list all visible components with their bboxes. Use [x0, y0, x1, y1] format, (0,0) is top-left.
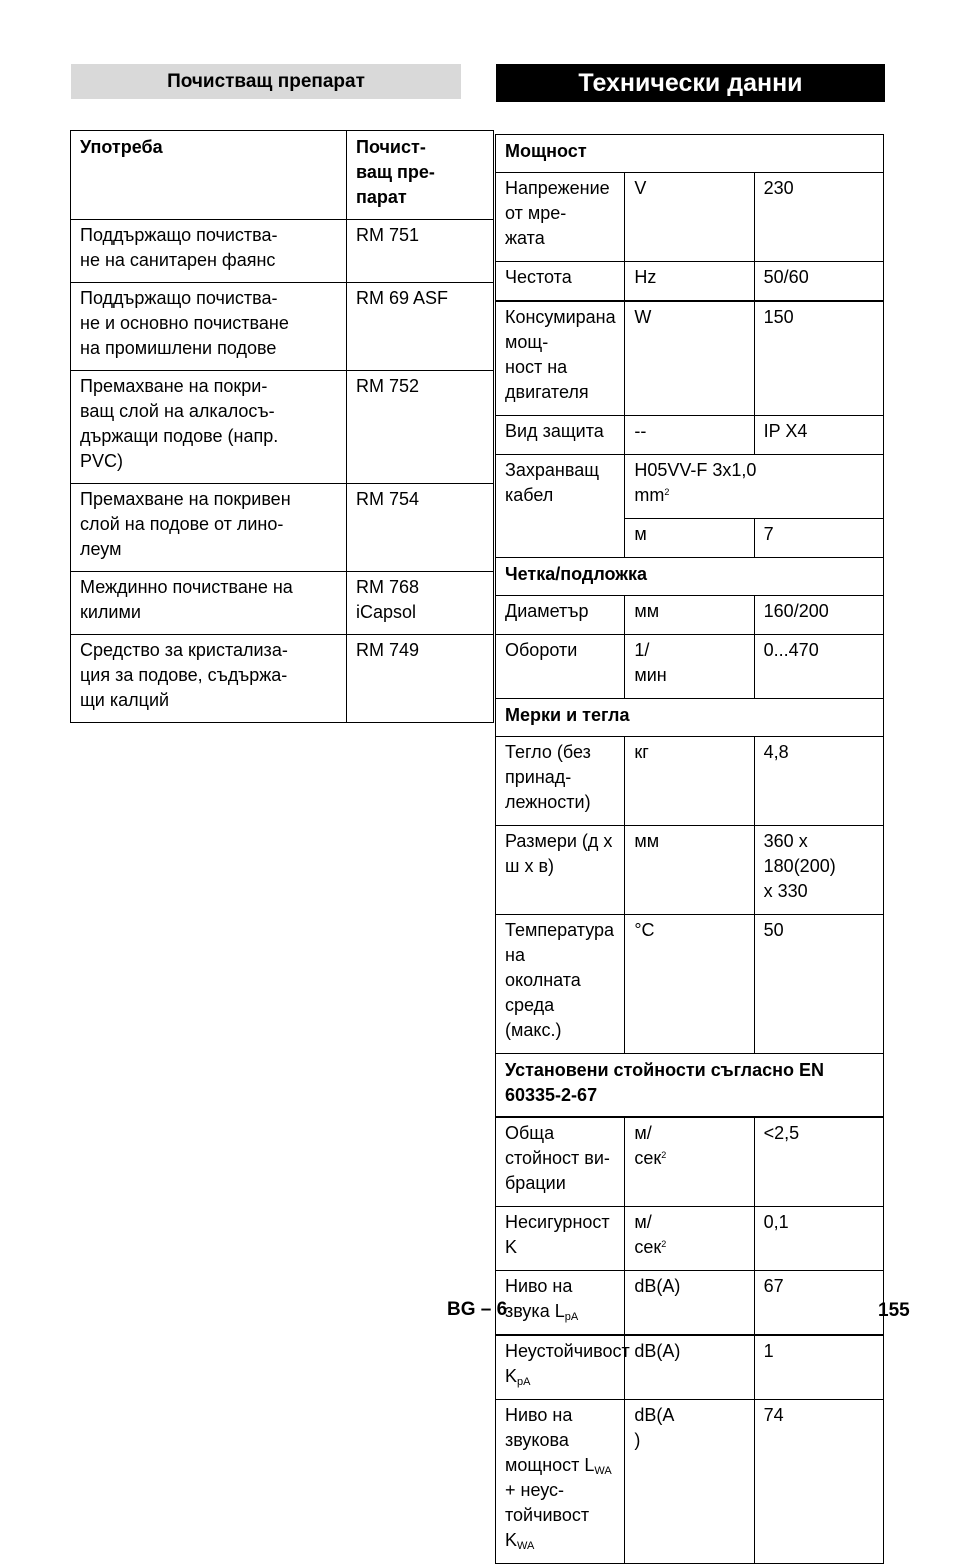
section-row [496, 699, 884, 737]
section-values: Установени стойности съгласно EN 60335-2-67 [496, 1054, 884, 1118]
row-label: Честота [496, 262, 625, 302]
label-sub: pA [517, 1376, 531, 1388]
section-row [496, 558, 884, 596]
row-value: <2,5 [754, 1117, 883, 1207]
header-product: Почист- ващ пре- парат [347, 131, 494, 220]
table-row [496, 173, 884, 262]
table-row [71, 484, 494, 572]
section-power: Мощност [496, 135, 884, 173]
section-brush: Четка/подложка [496, 558, 884, 596]
row-unit: dB(A ) [625, 1400, 754, 1564]
row-unit: мм [625, 596, 754, 635]
row-label [496, 1400, 625, 1564]
product-cell: RM 69 ASF [347, 283, 494, 371]
table-row [71, 371, 494, 484]
row-label: Консумирана мощ- ност на двигателя [496, 301, 625, 416]
row-unit: W [625, 301, 754, 416]
row-label [496, 1271, 625, 1336]
product-cell: RM 754 [347, 484, 494, 572]
row-value: 67 [754, 1271, 883, 1336]
row-value: 74 [754, 1400, 883, 1564]
row-label [496, 1335, 630, 1400]
unit-text: м/ сек [634, 1123, 662, 1168]
row-unit: Hz [625, 262, 754, 302]
row-value: 0,1 [754, 1207, 883, 1271]
label-text: Неустойчивост K [505, 1341, 630, 1386]
usage-cell: Премахване на покривен слой на подове от лино- леум [71, 484, 347, 572]
row-unit: dB(A) [625, 1335, 754, 1400]
table-row [496, 416, 884, 455]
table-row [496, 826, 884, 915]
row-label: Размери (д x ш x в) [496, 826, 625, 915]
row-value: 1 [754, 1335, 883, 1400]
row-label: Обща стойност ви- брации [496, 1117, 625, 1207]
row-unit: V [625, 173, 754, 262]
page-number: 155 [878, 1300, 910, 1321]
table-row [496, 635, 884, 699]
section-row [496, 1054, 884, 1118]
table-row [496, 1207, 884, 1271]
cable-spec-sup: 2 [664, 487, 670, 497]
label-text: Ниво на звука L [505, 1276, 573, 1321]
cleaning-agent-table [70, 130, 494, 723]
row-value: 230 [754, 173, 883, 262]
product-cell: RM 752 [347, 371, 494, 484]
header-use: Употреба [71, 131, 347, 220]
table-row [496, 737, 884, 826]
row-unit: -- [625, 416, 754, 455]
cable-spec-text: H05VV-F 3x1,0 mm [634, 460, 757, 505]
label-sub: WA [594, 1465, 612, 1477]
row-label: Вид защита [496, 416, 625, 455]
table-row [496, 1335, 884, 1400]
label-text: Ниво на звукова мощност L [505, 1405, 595, 1475]
unit-sup: 2 [661, 1150, 667, 1160]
row-value: 150 [754, 301, 883, 416]
row-value: IP X4 [754, 416, 883, 455]
table-row [71, 220, 494, 283]
label-sub: pA [564, 1311, 579, 1323]
row-unit: м [625, 519, 754, 558]
usage-cell: Средство за кристализа- ция за подове, съдържа- щи калций [71, 635, 347, 723]
row-label: Обороти [496, 635, 625, 699]
row-label: Напрежение от мре- жата [496, 173, 625, 262]
table-row [71, 635, 494, 723]
usage-cell: Премахване на покри- ващ слой на алкалосъ- държащи подове (напр. PVC) [71, 371, 347, 484]
row-unit [625, 1117, 754, 1207]
row-value: 7 [754, 519, 883, 558]
footer-section-label: BG – 6 [447, 1299, 508, 1320]
usage-cell: Междинно почистване на килими [71, 572, 347, 635]
row-unit: dB(A) [625, 1271, 754, 1336]
table-row [71, 572, 494, 635]
row-value: 50/60 [754, 262, 883, 302]
product-cell: RM 751 [347, 220, 494, 283]
product-cell: RM 768 iCapsol [347, 572, 494, 635]
row-unit: кг [625, 737, 754, 826]
row-value: 160/200 [754, 596, 883, 635]
row-unit: мм [625, 826, 754, 915]
label-text: + неус- тойчивост K [505, 1480, 590, 1550]
row-value: 4,8 [754, 737, 883, 826]
table-row [496, 915, 884, 1054]
row-value: 50 [754, 915, 883, 1054]
table-header-row [71, 131, 494, 220]
unit-text: м/ сек [634, 1212, 662, 1257]
table-row [496, 1117, 884, 1207]
section-row [496, 135, 884, 173]
row-label: Несигурност K [496, 1207, 625, 1271]
row-label: Диаметър [496, 596, 625, 635]
table-row [496, 1400, 884, 1564]
table-row [496, 455, 884, 519]
usage-cell: Поддържащо почиства- не и основно почистване на промишлени подове [71, 283, 347, 371]
section-dims: Мерки и тегла [496, 699, 884, 737]
row-value: 0...470 [754, 635, 883, 699]
technical-data-table [495, 134, 884, 1564]
label-sub: WA [517, 1540, 535, 1552]
unit-sup: 2 [661, 1239, 667, 1249]
row-unit: °C [625, 915, 754, 1054]
row-label: Тегло (без принад- лежности) [496, 737, 625, 826]
table-row [496, 301, 884, 416]
table-row [496, 262, 884, 302]
usage-cell: Поддържащо почиства- не на санитарен фаянс [71, 220, 347, 283]
cleaning-agent-heading: Почистващ препарат [71, 64, 461, 99]
row-label: Температура на околната среда (макс.) [496, 915, 625, 1054]
table-row [496, 596, 884, 635]
technical-data-heading: Технически данни [496, 64, 885, 102]
cable-spec [625, 455, 884, 519]
table-row [496, 1271, 884, 1336]
product-cell: RM 749 [347, 635, 494, 723]
row-value: 360 x 180(200) x 330 [754, 826, 883, 915]
table-row [71, 283, 494, 371]
row-label: Захранващ кабел [496, 455, 625, 558]
row-unit: 1/ мин [625, 635, 754, 699]
row-unit [625, 1207, 754, 1271]
